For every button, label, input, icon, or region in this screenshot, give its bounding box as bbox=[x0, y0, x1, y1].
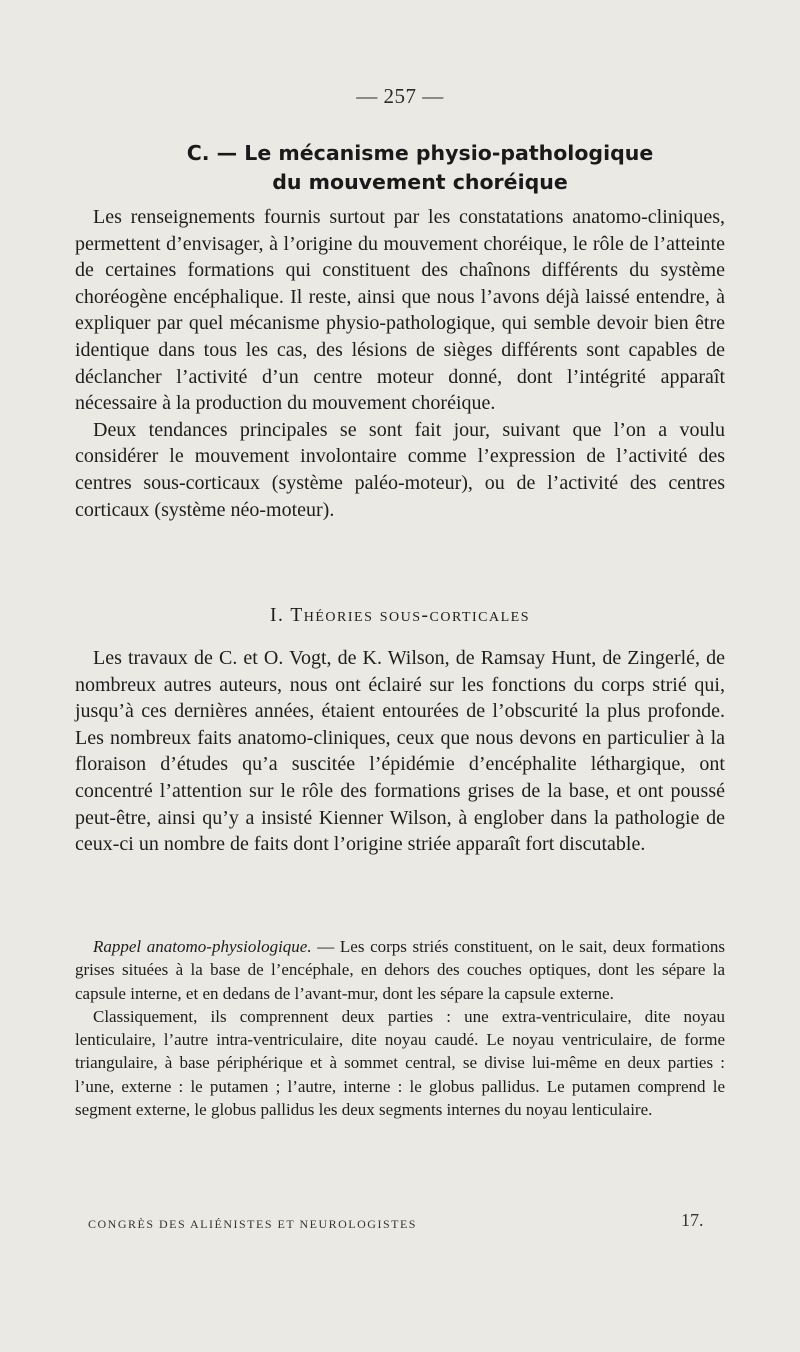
chapter-heading bbox=[120, 139, 720, 197]
chapter-heading-line-1: C. — Le mécanisme physio-pathologique bbox=[186, 141, 654, 165]
page-number: — 257 — bbox=[356, 84, 444, 108]
footer-signature-number: 17. bbox=[681, 1210, 704, 1230]
section-title: I. Théories sous-corticales bbox=[269, 605, 531, 626]
paragraph-1: Les renseignements fournis surtout par les constatations anatomo-cliniques, permettent d’envisager, à l’origine du mouvement choréique, le rôle de l’atteinte de certaines formations qui constituent des chaînons différents du système choréogène encéphalique. Il reste, ainsi que nous l’avons déjà laissé entendre, à expliquer par quel mécanisme physio-pathologique, qui semble devoir bien être identique dans tous les cas, des lésions de sièges différents sont capables de déclancher l’activité d’un centre moteur donné, dont l’intégrité apparaît nécessaire à la production du mouvement choréique. bbox=[75, 206, 725, 415]
chapter-heading-line-2: du mouvement choréique bbox=[272, 170, 568, 194]
intro-text bbox=[75, 204, 725, 523]
small-paragraph-1-lead: Rappel anatomo-physiologique. bbox=[93, 937, 312, 956]
small-paragraph-2-body: Classiquement, ils comprennent deux parties : une extra-ventriculaire, dite noyau lenticulaire, l’autre intra-ventriculaire, dite noyau caudé. Le noyau ventriculaire, de forme triangulaire, à base périphérique et à sommet central, se divise lui-même en deux parties : l’une, externe : le putamen ; l’autre, interne : le globus pallidus. Le putamen comprend le segment externe, le globus pallidus les deux segments internes du noyau lenticulaire. bbox=[75, 1006, 725, 1120]
footer-signature-line: CONGRÈS DES ALIÉNISTES ET NEUROLOGISTES bbox=[88, 1217, 417, 1231]
small-print-text bbox=[75, 935, 725, 1121]
paragraph-2: Deux tendances principales se sont fait jour, suivant que l’on a voulu considérer le mouvement involontaire comme l’expression de l’activité des centres sous-corticaux (système paléo-moteur), ou de l’activité des centres corticaux (système néo-moteur). bbox=[75, 418, 725, 521]
small-paragraph-1-body: — Les corps striés constituent, on le sait, deux formations grises situées à la base de l’encéphale, en dehors des couches optiques, dont les sépare la capsule interne, et en dedans de l’avant-mur, dont les sépare la capsule externe. bbox=[75, 937, 725, 1003]
small-paragraph-2 bbox=[75, 1005, 725, 1121]
small-paragraph-1 bbox=[75, 935, 725, 1005]
paragraph-3: Les travaux de C. et O. Vogt, de K. Wilson, de Ramsay Hunt, de Zingerlé, de nombreux autres auteurs, nous ont éclairé sur les fonctions du corps strié qui, jusqu’à ces dernières années, étaient entourées de l’obscurité la plus profonde. Les nombreux faits anatomo-cliniques, ceux que nous devons en particulier à la floraison d’études qu’a suscitée l’épidémie d’encéphalite léthargique, ont concentré l’attention sur le rôle des formations grises de la base, et ont poussé peut-être, ainsi qu’y a insisté Kienner Wilson, à englober dans la pathologie de ceux-ci un nombre de faits dont l’origine striée apparaît fort discutable. bbox=[75, 647, 725, 856]
section-text bbox=[75, 645, 725, 858]
